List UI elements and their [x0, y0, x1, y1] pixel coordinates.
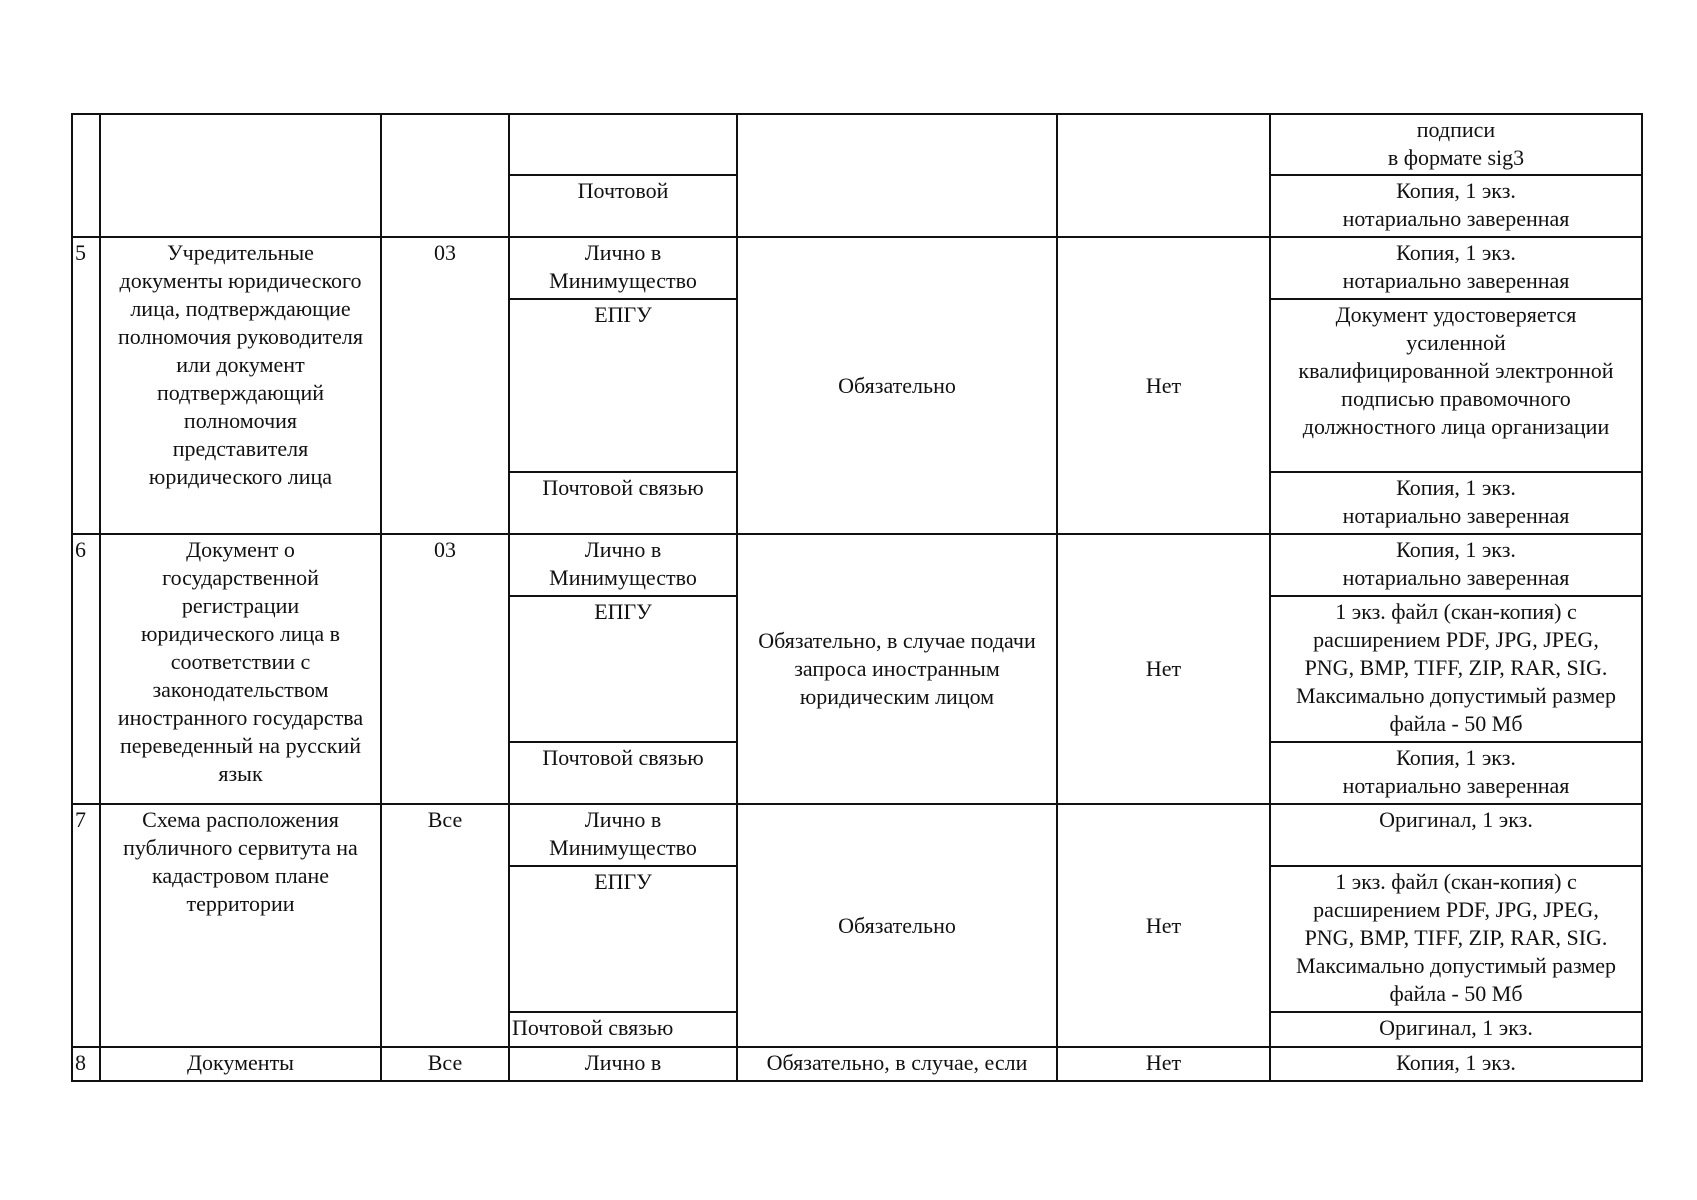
document-name-line: переведенный на русский — [119, 733, 362, 758]
requirement-line: юридическим лицом — [799, 684, 995, 709]
channel-label: Лично в — [584, 240, 662, 265]
document-name-line: соответствии с — [170, 649, 311, 674]
channel-label: Почтовой связью — [542, 745, 704, 770]
format-line: в формате sig3 — [1387, 145, 1525, 170]
format-cell — [1270, 114, 1642, 175]
channel-label: Минимущество — [549, 565, 697, 590]
format-line: нотариально заверенная — [1342, 503, 1570, 528]
document-name-cell — [100, 114, 381, 237]
channel-cell — [509, 596, 737, 742]
document-name-line: государственной — [162, 565, 319, 590]
format-cell — [1270, 866, 1642, 1012]
document-name-line: полномочия — [183, 408, 298, 433]
format-line: Копия, 1 экз. — [1396, 240, 1516, 265]
channel-cell — [509, 866, 737, 1012]
document-name-line: регистрации — [181, 593, 300, 618]
row-number-cell: 5 — [72, 237, 100, 534]
document-name-line: документы юридического — [119, 268, 362, 293]
channel-label: Минимущество — [549, 835, 697, 860]
channel-cell — [509, 472, 737, 534]
applicant-code-cell: Все — [381, 1047, 509, 1081]
channel-cell — [509, 237, 737, 299]
format-cell — [1270, 175, 1642, 237]
row-number-cell — [72, 114, 100, 237]
applicant-code-cell: Все — [381, 804, 509, 1047]
document-name-line: юридического лица в — [140, 621, 341, 646]
document-name-line: законодательством — [152, 677, 329, 702]
document-name-line: Схема расположения — [142, 807, 339, 832]
format-line: квалифицированной электронной — [1298, 358, 1614, 383]
mandatory-cell: Нет — [1057, 1047, 1270, 1081]
channel-label: ЕПГУ — [594, 599, 652, 624]
applicant-code-cell: 03 — [381, 237, 509, 534]
row-number-cell: 8 — [72, 1047, 100, 1081]
format-line: нотариально заверенная — [1342, 206, 1570, 231]
requirement-cell — [737, 534, 1057, 804]
mandatory-cell: Нет — [1057, 237, 1270, 534]
document-name-line: иностранного государства — [117, 705, 364, 730]
requirement-cell — [737, 114, 1057, 237]
table-row — [72, 237, 1642, 299]
channel-cell — [509, 534, 737, 596]
document-name-line: подтверждающий — [156, 380, 325, 405]
channel-label: ЕПГУ — [594, 869, 652, 894]
channel-label: Лично в — [584, 807, 662, 832]
format-cell — [1270, 596, 1642, 742]
table-row — [72, 1047, 1642, 1081]
requirement-cell: Обязательно — [737, 237, 1057, 534]
format-line: нотариально заверенная — [1342, 268, 1570, 293]
format-line: файла - 50 Мб — [1389, 981, 1523, 1006]
channel-cell — [509, 175, 737, 237]
format-cell — [1270, 237, 1642, 299]
document-name-cell — [100, 534, 381, 804]
channel-cell — [509, 299, 737, 472]
document-name-line: Учредительные — [167, 240, 314, 265]
format-line: 1 экз. файл (скан-копия) с — [1335, 599, 1577, 624]
table-row — [72, 534, 1642, 596]
channel-label: Почтовой связью — [512, 1015, 674, 1040]
channel-label: ЕПГУ — [594, 302, 652, 327]
document-name-cell — [100, 804, 381, 1047]
document-name-line: представителя — [172, 436, 309, 461]
document-name-line: полномочия руководителя — [118, 324, 363, 349]
document-name-line: лица, подтверждающие — [130, 296, 351, 321]
channel-label: Минимущество — [549, 268, 697, 293]
format-line: расширением PDF, JPG, JPEG, — [1313, 897, 1599, 922]
format-line: Максимально допустимый размер — [1296, 683, 1616, 708]
row-number-cell: 7 — [72, 804, 100, 1047]
document-name-line: язык — [218, 761, 263, 786]
channel-cell — [509, 114, 737, 175]
format-cell: Копия, 1 экз. — [1270, 1047, 1642, 1081]
format-cell — [1270, 742, 1642, 804]
document-name-line: Документ о — [186, 537, 295, 562]
requirement-line: Обязательно, в случае подачи — [758, 628, 1036, 653]
row-number-cell: 6 — [72, 534, 100, 804]
format-line: файла - 50 Мб — [1389, 711, 1523, 736]
format-line: подписи — [1416, 117, 1496, 142]
channel-cell: Лично в — [509, 1047, 737, 1081]
documents-table — [71, 113, 1643, 1082]
format-line: Оригинал, 1 экз. — [1379, 1015, 1533, 1040]
table-row — [72, 114, 1642, 175]
format-cell — [1270, 1012, 1642, 1047]
document-name-line: юридического лица — [148, 464, 333, 489]
format-cell — [1270, 299, 1642, 472]
format-line: Оригинал, 1 экз. — [1379, 807, 1533, 832]
format-line: Копия, 1 экз. — [1396, 537, 1516, 562]
format-cell — [1270, 804, 1642, 866]
requirement-cell: Обязательно — [737, 804, 1057, 1047]
channel-cell — [509, 1012, 737, 1047]
applicant-code-cell — [381, 114, 509, 237]
format-line: расширением PDF, JPG, JPEG, — [1313, 627, 1599, 652]
format-line: Максимально допустимый размер — [1296, 953, 1616, 978]
applicant-code-cell: 03 — [381, 534, 509, 804]
document-name-line: территории — [186, 891, 295, 916]
mandatory-cell — [1057, 114, 1270, 237]
mandatory-cell: Нет — [1057, 534, 1270, 804]
channel-label: Почтовой — [577, 178, 669, 203]
format-cell — [1270, 534, 1642, 596]
format-cell — [1270, 472, 1642, 534]
format-line: подписью правомочного — [1341, 386, 1571, 411]
channel-label: Лично в — [584, 537, 662, 562]
format-line: Документ удостоверяется — [1335, 302, 1577, 327]
document-name-line: кадастровом плане — [151, 863, 330, 888]
format-line: должностного лица организации — [1302, 414, 1610, 439]
requirement-line: запроса иностранным — [794, 656, 1000, 681]
channel-cell — [509, 742, 737, 804]
format-line: нотариально заверенная — [1342, 565, 1570, 590]
requirement-cell: Обязательно, в случае, если — [737, 1047, 1057, 1081]
format-line: PNG, BMP, TIFF, ZIP, RAR, SIG. — [1304, 925, 1608, 950]
format-line: PNG, BMP, TIFF, ZIP, RAR, SIG. — [1304, 655, 1608, 680]
document-name-cell: Документы — [100, 1047, 381, 1081]
document-name-cell — [100, 237, 381, 534]
format-line: Копия, 1 экз. — [1396, 475, 1516, 500]
table-row — [72, 804, 1642, 866]
mandatory-cell: Нет — [1057, 804, 1270, 1047]
format-line: усиленной — [1406, 330, 1506, 355]
format-line: 1 экз. файл (скан-копия) с — [1335, 869, 1577, 894]
document-name-line: публичного сервитута на — [123, 835, 358, 860]
format-line: нотариально заверенная — [1342, 773, 1570, 798]
channel-label: Почтовой связью — [542, 475, 704, 500]
channel-cell — [509, 804, 737, 866]
format-line: Копия, 1 экз. — [1396, 745, 1516, 770]
document-name-line: или документ — [176, 352, 305, 377]
format-line: Копия, 1 экз. — [1396, 178, 1516, 203]
